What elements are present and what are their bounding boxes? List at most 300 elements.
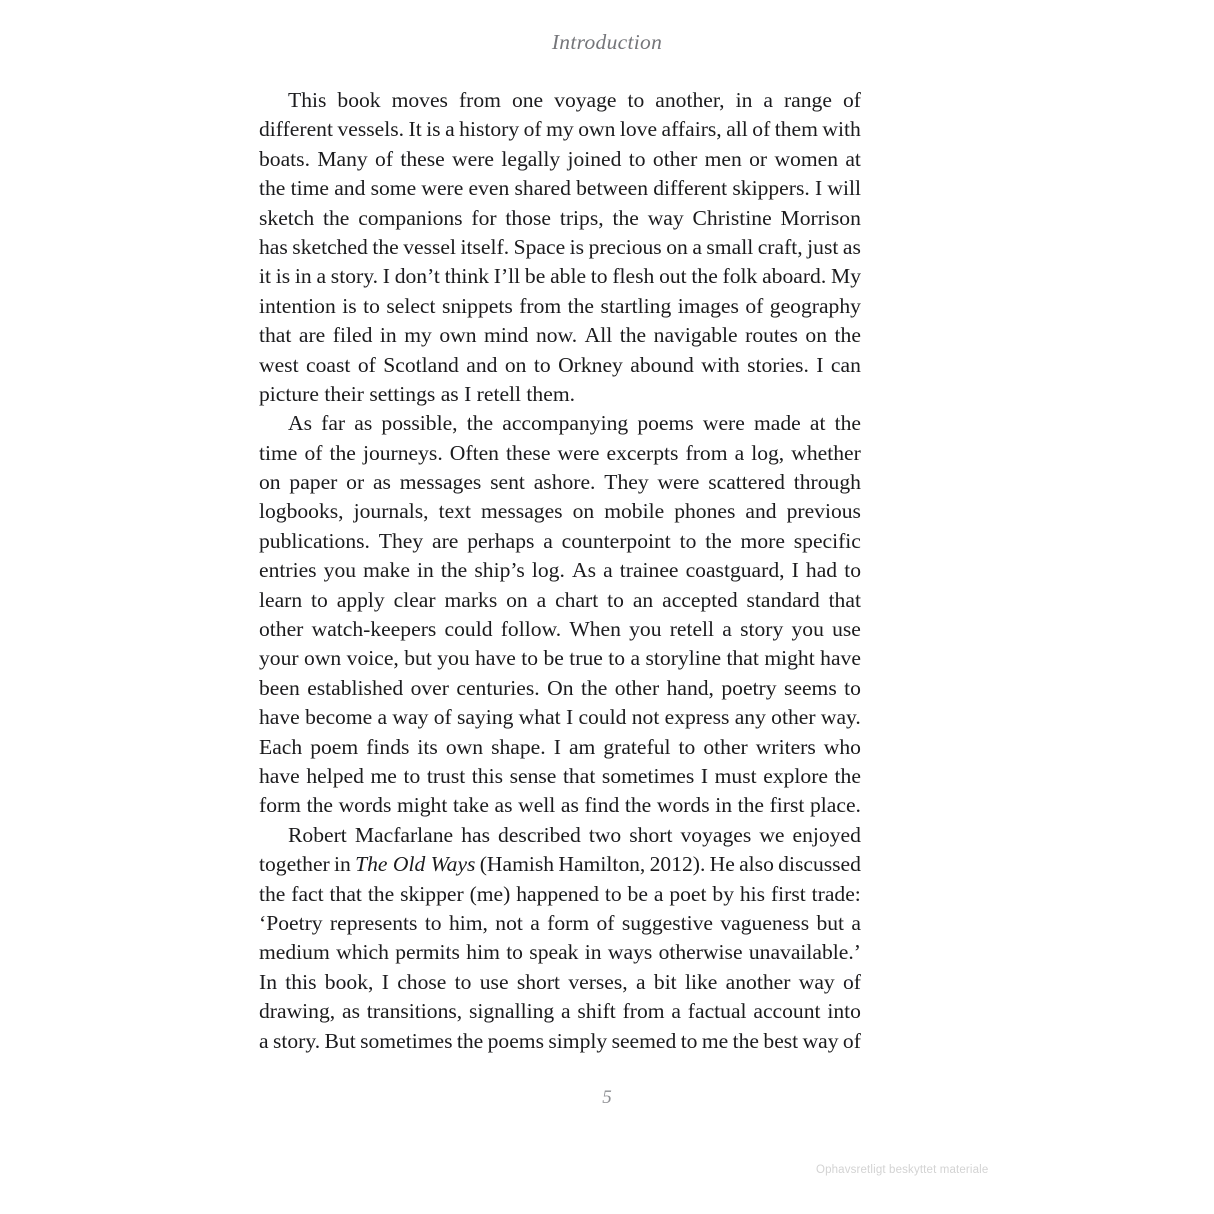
text-line: [259, 646, 861, 675]
body-text: [259, 88, 861, 1058]
word: love: [619, 117, 658, 142]
word: to: [311, 587, 328, 612]
word: ‘Poetry: [259, 910, 323, 935]
word: voice,: [346, 646, 399, 671]
word: and: [745, 499, 777, 524]
word: of: [843, 969, 861, 994]
word: is: [569, 234, 585, 259]
word: to: [424, 910, 442, 935]
word: but: [404, 646, 432, 671]
word: a: [630, 646, 641, 671]
word: its: [417, 734, 438, 759]
word: shared: [514, 176, 571, 201]
word: unavailable.’: [748, 940, 861, 965]
word: the: [624, 793, 652, 818]
word: own: [304, 646, 342, 671]
word: fact: [291, 881, 324, 906]
word: a: [259, 1028, 269, 1053]
word: all: [726, 117, 748, 142]
word: writers: [755, 734, 816, 759]
running-head: Introduction: [551, 30, 663, 54]
word: at: [845, 146, 861, 171]
text-line: [259, 558, 861, 587]
text-line: [259, 353, 861, 382]
word: Macfarlane: [354, 822, 454, 847]
word: folk: [722, 264, 758, 289]
word: find: [584, 793, 620, 818]
word: Orkney: [558, 352, 623, 377]
word: a: [722, 617, 732, 642]
word: of: [752, 117, 771, 142]
word: of: [596, 910, 615, 935]
word: for: [471, 205, 497, 230]
word: be: [524, 264, 546, 289]
word: (me): [469, 881, 511, 906]
word: has: [259, 234, 288, 259]
word: to: [679, 528, 697, 553]
word: They: [604, 470, 649, 495]
word: place.: [810, 793, 861, 818]
word: will: [827, 176, 861, 201]
word: precious: [588, 234, 662, 259]
word: a: [560, 999, 571, 1024]
word: of: [433, 705, 452, 730]
word: that: [828, 587, 861, 612]
word: range: [783, 88, 832, 112]
word: take: [452, 793, 489, 818]
word: On: [547, 675, 574, 700]
word: They: [378, 528, 424, 553]
word: accepted: [662, 587, 738, 612]
word: have: [259, 705, 300, 730]
word: medium: [259, 940, 330, 965]
word: simply: [548, 1028, 608, 1053]
word: am: [568, 734, 596, 759]
word: been: [259, 675, 300, 700]
word: specific: [793, 528, 861, 553]
text-line: [259, 764, 861, 793]
text-line: [259, 470, 861, 499]
word: of: [375, 146, 394, 171]
word: But: [324, 1028, 356, 1053]
word: 2012).: [649, 852, 706, 877]
word: from: [622, 999, 665, 1024]
word: might: [764, 646, 815, 671]
word: ways: [607, 940, 653, 965]
word: way: [647, 205, 684, 230]
word: that: [562, 763, 596, 788]
text-line: [259, 441, 861, 470]
word: another: [725, 969, 791, 994]
word: a: [734, 440, 745, 465]
word: use: [832, 617, 861, 642]
word: form: [547, 910, 590, 935]
word: poems: [487, 1028, 545, 1053]
text-line: [259, 176, 861, 205]
word: publications.: [259, 528, 370, 553]
word: a: [603, 558, 613, 583]
word: I: [791, 558, 799, 583]
word: like: [684, 969, 718, 994]
word: shift: [577, 999, 616, 1024]
word: vessels.: [337, 117, 405, 142]
word: shape.: [491, 734, 546, 759]
word: storyline: [645, 646, 722, 671]
word: his: [739, 881, 766, 906]
word: marks: [444, 587, 498, 612]
word: this: [471, 763, 503, 788]
word: routes: [745, 323, 798, 348]
word: enjoyed: [792, 822, 861, 847]
word: the: [834, 323, 861, 348]
word: It: [408, 117, 422, 142]
word: made: [753, 411, 801, 436]
word: think: [444, 264, 490, 289]
word: own: [445, 734, 484, 759]
page-number: 5: [602, 1087, 612, 1108]
word: as: [560, 793, 579, 818]
word: history: [459, 117, 520, 142]
word: women: [774, 146, 839, 171]
word: poems: [637, 411, 694, 436]
word: of: [357, 352, 376, 377]
word: me: [701, 1028, 729, 1053]
word: scattered: [708, 470, 785, 495]
word: discussed: [778, 852, 861, 877]
word: on: [504, 352, 527, 377]
word: have: [820, 646, 861, 671]
word: sent: [490, 470, 525, 495]
word: the: [259, 881, 286, 906]
word: in: [417, 558, 434, 583]
word: to: [363, 293, 380, 318]
text-line: [259, 735, 861, 764]
word: itself.: [460, 234, 510, 259]
word: men: [704, 146, 742, 171]
word: two: [588, 822, 622, 847]
word: form: [259, 793, 301, 818]
word: your: [259, 646, 299, 671]
word: retell: [669, 617, 715, 642]
word: on: [666, 234, 688, 259]
word: is: [426, 117, 441, 142]
word: a: [377, 705, 388, 730]
word: Each: [259, 734, 303, 759]
word: poetry: [721, 675, 777, 700]
word: sometimes: [360, 1028, 453, 1053]
word: first: [769, 793, 805, 818]
word: In: [259, 969, 277, 994]
word: Hamilton,: [558, 852, 646, 877]
word: short: [629, 822, 673, 847]
word: were: [702, 411, 745, 436]
word: story.: [330, 264, 378, 289]
word: with: [822, 117, 861, 142]
word: a: [530, 910, 540, 935]
word: Morrison: [780, 205, 861, 230]
word: journals,: [353, 499, 429, 524]
word: a: [692, 234, 702, 259]
word: story: [740, 617, 784, 642]
word: short: [516, 969, 561, 994]
word: I: [553, 734, 561, 759]
word: All: [584, 323, 613, 348]
word: first: [770, 881, 806, 906]
word: an: [632, 587, 654, 612]
word: through: [793, 470, 861, 495]
word: that: [726, 646, 759, 671]
word: with: [701, 352, 740, 377]
word: the: [323, 205, 350, 230]
text-line: [259, 529, 861, 558]
copyright-watermark: Ophavsretligt beskyttet materiale: [816, 1164, 989, 1176]
text-line: [259, 705, 861, 734]
word: who: [823, 734, 861, 759]
word: companions: [358, 205, 463, 230]
word: to: [403, 763, 421, 788]
word: Robert: [288, 822, 347, 847]
word: me: [370, 763, 397, 788]
word: Many: [317, 146, 368, 171]
italic-title: The Old Ways: [355, 852, 476, 877]
word: to: [844, 558, 861, 583]
word: learn: [259, 587, 303, 612]
word: apply: [336, 587, 385, 612]
word: centuries.: [456, 675, 540, 700]
word: seems: [783, 675, 837, 700]
word: to: [604, 881, 622, 906]
text-line: [259, 793, 861, 822]
word: verses,: [568, 969, 628, 994]
word: time: [259, 440, 298, 465]
word: over: [410, 675, 449, 700]
word: the: [691, 264, 718, 289]
word: another,: [655, 88, 725, 112]
word: could: [444, 617, 493, 642]
word: but: [816, 910, 845, 935]
word: on: [506, 587, 528, 612]
word: skipper: [400, 881, 464, 906]
text-line: [259, 235, 861, 264]
word: factual: [687, 999, 747, 1024]
word: affairs,: [661, 117, 722, 142]
word: well: [518, 793, 556, 818]
word: chose: [397, 969, 447, 994]
word: images: [677, 293, 739, 318]
word: are: [298, 323, 326, 348]
word: these: [400, 146, 445, 171]
word: a: [653, 881, 664, 906]
word: startling: [600, 293, 672, 318]
word: perhaps: [467, 528, 535, 553]
text-line: [259, 1029, 861, 1058]
word: could: [578, 705, 627, 730]
word: to: [590, 264, 608, 289]
word: craft,: [757, 234, 803, 259]
word: way.: [820, 705, 861, 730]
word: now.: [535, 323, 578, 348]
word: as: [842, 234, 861, 259]
word: the: [367, 881, 395, 906]
word: book,: [324, 969, 374, 994]
word: previous: [786, 499, 861, 524]
word: on: [259, 470, 281, 495]
word: other: [703, 734, 748, 759]
word: of: [523, 117, 542, 142]
word: abound: [630, 352, 694, 377]
word: as: [354, 411, 373, 436]
word: to: [628, 146, 646, 171]
word: the: [466, 411, 494, 436]
word: to: [627, 88, 645, 112]
word: and: [334, 176, 366, 201]
text-line: [259, 676, 861, 705]
word: of: [745, 293, 764, 318]
word: other: [652, 146, 698, 171]
word: the: [372, 234, 399, 259]
word: sense: [509, 763, 557, 788]
word: logbooks,: [259, 499, 344, 524]
word: have: [259, 763, 300, 788]
word: suggestive: [621, 910, 714, 935]
word: words: [338, 793, 392, 818]
word: mobile: [604, 499, 665, 524]
word: as: [494, 793, 513, 818]
word: be: [627, 881, 648, 906]
word: poem: [310, 734, 359, 759]
word: follow.: [500, 617, 562, 642]
word: excerpts: [606, 440, 679, 465]
word: a: [763, 88, 773, 112]
word: voyage: [554, 88, 617, 112]
word: the: [580, 675, 608, 700]
word: stories.: [747, 352, 809, 377]
paragraph: [259, 88, 861, 411]
text-line: [259, 852, 861, 881]
word: messages: [399, 470, 482, 495]
word: not: [495, 910, 523, 935]
word: As: [288, 411, 312, 436]
word: that: [259, 323, 292, 348]
word: drawing,: [259, 999, 336, 1024]
word: the: [732, 1028, 760, 1053]
word: own: [578, 117, 616, 142]
word: to: [454, 969, 472, 994]
word: from: [458, 88, 501, 112]
word: were: [557, 440, 600, 465]
word: as: [372, 470, 391, 495]
word: permits: [395, 940, 460, 965]
word: in: [379, 323, 397, 348]
text-line: [259, 617, 861, 646]
word: chart: [555, 587, 599, 612]
word: coast: [306, 352, 351, 377]
word: which: [336, 940, 389, 965]
word: a: [316, 264, 327, 289]
word: ashore.: [533, 470, 596, 495]
text-line: [259, 911, 861, 940]
word: way: [798, 969, 835, 994]
word: joined: [567, 146, 622, 171]
word: to: [533, 352, 551, 377]
word: from: [685, 440, 728, 465]
text-line: [259, 882, 861, 911]
word: a: [536, 587, 547, 612]
word: log,: [751, 440, 785, 465]
word: the: [737, 793, 765, 818]
word: vessel: [403, 234, 457, 259]
word: were: [452, 146, 495, 171]
word: other: [771, 705, 816, 730]
word: text: [438, 499, 471, 524]
word: voyages: [680, 822, 752, 847]
word: my: [546, 117, 574, 142]
word: what: [518, 705, 561, 730]
text-line: [259, 147, 861, 176]
word: in: [735, 88, 753, 112]
word: best: [763, 1028, 799, 1053]
word: had: [805, 558, 838, 583]
text-line: [259, 999, 861, 1028]
text-line: [259, 117, 861, 146]
word: a: [445, 117, 455, 142]
word: grateful: [603, 734, 671, 759]
word: you: [437, 646, 470, 671]
word: other: [614, 675, 660, 700]
text-line: [259, 499, 861, 528]
word: signalling: [468, 999, 555, 1024]
text-line: [259, 323, 861, 352]
word: hand,: [666, 675, 714, 700]
word: you: [323, 558, 357, 583]
word: a: [671, 999, 681, 1024]
word: the: [705, 528, 732, 553]
word: My: [831, 264, 861, 289]
word: account: [753, 999, 821, 1024]
word: don’t: [394, 264, 440, 289]
word: snippets: [441, 293, 513, 318]
word: might: [396, 793, 448, 818]
word: you: [791, 617, 824, 642]
word: Space: [513, 234, 566, 259]
word: trainee: [619, 558, 679, 583]
word: I: [700, 763, 709, 788]
word: it: [259, 264, 271, 289]
word: the: [440, 558, 468, 583]
word: vagueness: [720, 910, 810, 935]
word: or: [346, 470, 365, 495]
word: I: [565, 705, 574, 730]
word: poet: [669, 881, 707, 906]
word: are: [432, 528, 459, 553]
word: the: [259, 176, 286, 201]
word: far: [321, 411, 346, 436]
word: of: [304, 440, 323, 465]
word: Scotland: [383, 352, 459, 377]
word: book: [337, 88, 381, 112]
word: have: [475, 646, 516, 671]
word: navigable: [653, 323, 738, 348]
word: the: [619, 323, 647, 348]
word: skippers.: [732, 176, 810, 201]
word: the: [612, 205, 639, 230]
word: different: [653, 176, 728, 201]
word: bit: [653, 969, 677, 994]
word: the: [834, 763, 861, 788]
word: helped: [306, 763, 364, 788]
text-line: [259, 411, 861, 440]
word: represents: [329, 910, 418, 935]
